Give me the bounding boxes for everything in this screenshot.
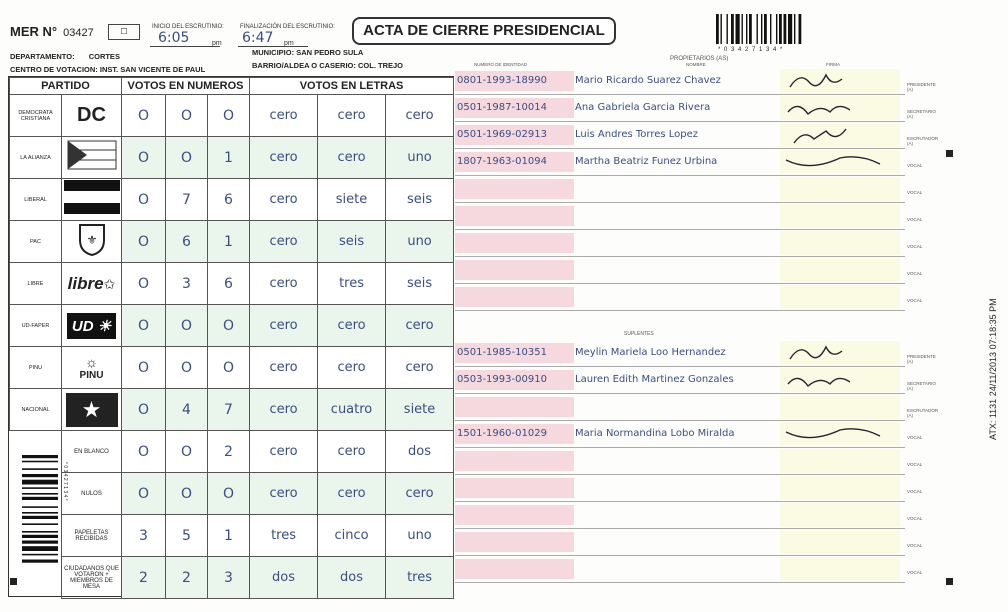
member-row — [455, 176, 923, 203]
member-id — [455, 532, 574, 552]
vote-digit: O — [208, 347, 250, 389]
vote-digit: 2 — [166, 557, 208, 599]
vote-digit: O — [122, 431, 166, 473]
vote-digit: O — [166, 95, 208, 137]
member-name: Lauren Edith Martinez Gonzales — [575, 374, 734, 385]
vote-word: tres — [386, 557, 454, 599]
vote-digit: O — [166, 347, 208, 389]
signature-box — [780, 422, 900, 446]
vote-digit: 6 — [166, 221, 208, 263]
vote-word: cero — [250, 389, 318, 431]
vote-word: dos — [250, 557, 318, 599]
header-partido: PARTIDO — [10, 78, 122, 95]
signature-box — [780, 123, 900, 147]
summary-row — [10, 473, 454, 515]
finalizacion-label: FINALIZACIÓN DEL ESCRUTINIO: — [240, 24, 335, 30]
signature-box — [780, 258, 900, 282]
vote-word: cero — [250, 95, 318, 137]
inicio-underline — [150, 46, 220, 47]
vote-digit: 5 — [166, 515, 208, 557]
barrio-label: BARRIO/ALDEA O CASERIO: — [252, 61, 356, 70]
finalizacion-underline — [238, 46, 308, 47]
member-row — [455, 68, 936, 95]
member-role: VOCAL — [907, 244, 923, 249]
member-id: 0501-1969-02913 — [455, 125, 574, 145]
signature-box — [780, 449, 900, 473]
party-name: NACIONAL — [10, 389, 62, 431]
vote-digit: O — [208, 473, 250, 515]
pinu-logo: ☼ PINU — [62, 347, 122, 389]
vote-digit: 3 — [166, 263, 208, 305]
member-role: SECRETARIO (A) — [907, 381, 936, 391]
member-row — [455, 149, 923, 176]
vote-digit: O — [122, 347, 166, 389]
member-name: Martha Beatriz Funez Urbina — [575, 156, 718, 167]
party-row — [10, 137, 454, 179]
member-row — [455, 122, 939, 149]
member-row — [455, 230, 923, 257]
vote-digit: O — [166, 137, 208, 179]
member-id: 1501-1960-01029 — [455, 424, 574, 444]
signature-box — [780, 476, 900, 500]
barrio-value: COL. TREJO — [357, 61, 403, 70]
vote-word: cero — [318, 473, 386, 515]
vote-digit: 2 — [122, 557, 166, 599]
member-id — [455, 505, 574, 525]
departamento-label: DEPARTAMENTO: — [10, 52, 75, 61]
liberal-logo — [62, 179, 122, 221]
party-row — [10, 347, 454, 389]
member-row — [455, 421, 923, 448]
vote-digit: 1 — [208, 137, 250, 179]
member-id — [455, 397, 574, 417]
signature-box — [780, 530, 900, 554]
party-name: LIBRE — [10, 263, 62, 305]
timestamp: ATX: 1131 24/11/2013 07:18:35 PM — [988, 298, 998, 440]
top-barcode-text: * 0 3 4 2 7 1 3 4 * — [718, 47, 784, 53]
vote-word: cero — [318, 347, 386, 389]
vote-word: uno — [386, 221, 454, 263]
signature-box — [780, 368, 900, 392]
vote-digit: 2 — [208, 431, 250, 473]
member-id — [455, 233, 574, 253]
signature-box — [780, 395, 900, 419]
member-id — [455, 287, 574, 307]
vote-word: cero — [250, 263, 318, 305]
vote-digit: 3 — [122, 515, 166, 557]
party-row — [10, 221, 454, 263]
party-name: LA ALIANZA — [10, 137, 62, 179]
vote-word: seis — [318, 221, 386, 263]
vote-digit: O — [122, 389, 166, 431]
member-role: VOCAL — [907, 543, 923, 548]
member-name: Ana Gabriela Garcia Rivera — [575, 102, 711, 113]
member-name: Maria Normandina Lobo Miralda — [575, 428, 735, 439]
municipio-value: SAN PEDRO SULA — [296, 48, 364, 57]
centro-label: CENTRO DE VOTACION: — [10, 65, 98, 74]
vote-word: tres — [250, 515, 318, 557]
member-role: SECRETARIO (A) — [907, 109, 936, 119]
registration-mark — [10, 578, 17, 585]
vote-digit: O — [122, 179, 166, 221]
svg-text:⚜: ⚜ — [86, 233, 97, 247]
vote-word: uno — [386, 137, 454, 179]
member-id: 0501-1987-10014 — [455, 98, 574, 118]
vote-word: cero — [318, 431, 386, 473]
vote-word: cero — [386, 95, 454, 137]
vote-word: dos — [318, 557, 386, 599]
party-name: PAC — [10, 221, 62, 263]
vote-word: cero — [318, 137, 386, 179]
member-role: VOCAL — [907, 190, 923, 195]
centro-value: INST. SAN VICENTE DE PAUL — [99, 65, 206, 74]
vote-word: cero — [250, 473, 318, 515]
inicio-label: INICIO DEL ESCRUTINIO: — [152, 24, 224, 30]
signature-box — [780, 96, 900, 120]
member-role: VOCAL — [907, 462, 923, 467]
libre-logo: libre✩ — [62, 263, 122, 305]
member-id — [455, 559, 574, 579]
mer-number-label: MER N° 03427 — [10, 24, 94, 39]
member-id: 0801-1993-18990 — [455, 71, 574, 91]
vote-word: cero — [250, 347, 318, 389]
vote-word: cero — [386, 473, 454, 515]
side-barcode-text: * 0 3 4 2 7 1 3 4 * — [62, 462, 68, 501]
vote-digit: 7 — [208, 389, 250, 431]
summary-row — [10, 557, 454, 599]
vote-digit: 6 — [208, 179, 250, 221]
member-id — [455, 478, 574, 498]
member-row — [455, 448, 923, 475]
member-role: PRESIDENTE (A) — [907, 354, 936, 364]
summary-label: PAPELETAS RECIBIDAS — [62, 515, 122, 557]
identidad-label: NUMERO DE IDENTIDAD — [474, 62, 528, 67]
member-role: VOCAL — [907, 271, 923, 276]
member-id: 1807-1963-01094 — [455, 152, 574, 172]
party-row — [10, 263, 454, 305]
member-row — [455, 95, 936, 122]
member-role: VOCAL — [907, 435, 923, 440]
vote-word: siete — [386, 389, 454, 431]
vote-digit: O — [208, 305, 250, 347]
vote-word: tres — [318, 263, 386, 305]
party-name: DEMOCRATA CRISTIANA — [10, 95, 62, 137]
vote-word: cero — [250, 305, 318, 347]
signature-box — [780, 341, 900, 365]
member-id — [455, 206, 574, 226]
summary-label: EN BLANCO — [62, 431, 122, 473]
municipio-label: MUNICIPIO: — [252, 48, 295, 57]
member-role: VOCAL — [907, 516, 923, 521]
firma-label: FIRMA — [826, 62, 840, 67]
signature-box — [780, 503, 900, 527]
member-role: PRESIDENTE (A) — [907, 82, 936, 92]
vote-word: cero — [250, 137, 318, 179]
vote-digit: O — [208, 95, 250, 137]
member-row — [455, 475, 923, 502]
signature-box — [780, 231, 900, 255]
vote-digit: O — [166, 431, 208, 473]
finalizacion-value: 6:47 — [242, 30, 274, 46]
member-role: ESCRUTADOR (A) — [907, 136, 939, 146]
vote-digit: 1 — [208, 221, 250, 263]
vote-word: seis — [386, 263, 454, 305]
vote-digit: O — [122, 263, 166, 305]
party-row — [10, 179, 454, 221]
summary-row — [10, 515, 454, 557]
member-role: VOCAL — [907, 298, 923, 303]
member-name: Meylin Mariela Loo Hernandez — [575, 347, 726, 358]
vote-digit: O — [122, 305, 166, 347]
suplentes-label: SUPLENTES — [624, 331, 654, 337]
signature-box — [780, 204, 900, 228]
vote-digit: O — [166, 473, 208, 515]
member-role: VOCAL — [907, 163, 923, 168]
dc-logo: DC — [62, 95, 122, 137]
signature-box — [780, 150, 900, 174]
propietarios-label: PROPIETARIOS (AS) — [670, 56, 729, 62]
vote-word: cero — [386, 347, 454, 389]
vote-digit: 6 — [208, 263, 250, 305]
member-row — [455, 529, 923, 556]
vote-word: cinco — [318, 515, 386, 557]
header-votos-numeros: VOTOS EN NUMEROS — [122, 78, 250, 95]
member-row — [455, 340, 936, 367]
vote-digit: 3 — [208, 557, 250, 599]
pac-logo — [62, 221, 122, 263]
signature-box — [780, 285, 900, 309]
member-name: Mario Ricardo Suarez Chavez — [575, 75, 721, 86]
member-id — [455, 260, 574, 280]
party-name: UD-FAPER — [10, 305, 62, 347]
signature-box — [780, 69, 900, 93]
alianza-logo — [62, 137, 122, 179]
vote-digit: 1 — [208, 515, 250, 557]
party-row — [10, 95, 454, 137]
vote-digit: O — [122, 473, 166, 515]
vote-digit: O — [122, 137, 166, 179]
member-row — [455, 556, 923, 583]
registration-mark — [946, 150, 953, 157]
inicio-suffix: pm — [212, 40, 222, 47]
member-role: VOCAL — [907, 217, 923, 222]
vote-digit: O — [122, 221, 166, 263]
inicio-value: 6:05 — [158, 30, 190, 46]
vote-word: siete — [318, 179, 386, 221]
vote-digit: 4 — [166, 389, 208, 431]
vote-digit: 7 — [166, 179, 208, 221]
vote-word: seis — [386, 179, 454, 221]
member-role: VOCAL — [907, 570, 923, 575]
vote-digit: O — [166, 305, 208, 347]
member-role: ESCRUTADOR (A) — [907, 408, 939, 418]
member-row — [455, 257, 923, 284]
registration-mark — [946, 578, 953, 585]
nombre-label: NOMBRE — [686, 62, 706, 67]
votes-table — [8, 76, 454, 597]
mer-number: 03427 — [63, 27, 94, 39]
member-id — [455, 451, 574, 471]
vote-word: cero — [318, 95, 386, 137]
vote-word: cero — [386, 305, 454, 347]
departamento-value: CORTES — [88, 52, 120, 61]
nacional-logo: ★ — [62, 389, 122, 431]
member-row — [455, 502, 923, 529]
finalizacion-suffix: pm — [284, 40, 294, 47]
vote-word: cero — [318, 305, 386, 347]
member-name: Luis Andres Torres Lopez — [575, 129, 699, 140]
page-title: ACTA DE CIERRE PRESIDENCIAL — [352, 17, 616, 45]
signature-box — [780, 177, 900, 201]
vote-word: cero — [250, 179, 318, 221]
side-barcode — [22, 455, 62, 585]
signature-box — [780, 557, 900, 581]
member-role: VOCAL — [907, 489, 923, 494]
member-id: 0501-1985-10351 — [455, 343, 574, 363]
member-row — [455, 367, 936, 394]
vote-word: cuatro — [318, 389, 386, 431]
vote-word: dos — [386, 431, 454, 473]
vote-word: cero — [250, 221, 318, 263]
header-votos-letras: VOTOS EN LETRAS — [250, 78, 454, 95]
mer-check-box: ☐ — [108, 24, 140, 40]
party-row — [10, 305, 454, 347]
party-name: PINU — [10, 347, 62, 389]
member-row — [455, 203, 923, 230]
member-id — [455, 179, 574, 199]
member-row — [455, 284, 923, 311]
member-row — [455, 394, 939, 421]
member-id: 0503-1993-00910 — [455, 370, 574, 390]
summary-row — [10, 431, 454, 473]
vote-word: uno — [386, 515, 454, 557]
top-barcode — [716, 14, 824, 48]
party-name: LIBERAL — [10, 179, 62, 221]
summary-label: CIUDADANOS QUE VOTARON + MIEMBROS DE MESA — [62, 557, 122, 599]
summary-label: NULOS — [62, 473, 122, 515]
vote-digit: O — [122, 95, 166, 137]
ud-logo: UD ☀ — [62, 305, 122, 347]
party-row — [10, 389, 454, 431]
vote-word: cero — [250, 431, 318, 473]
